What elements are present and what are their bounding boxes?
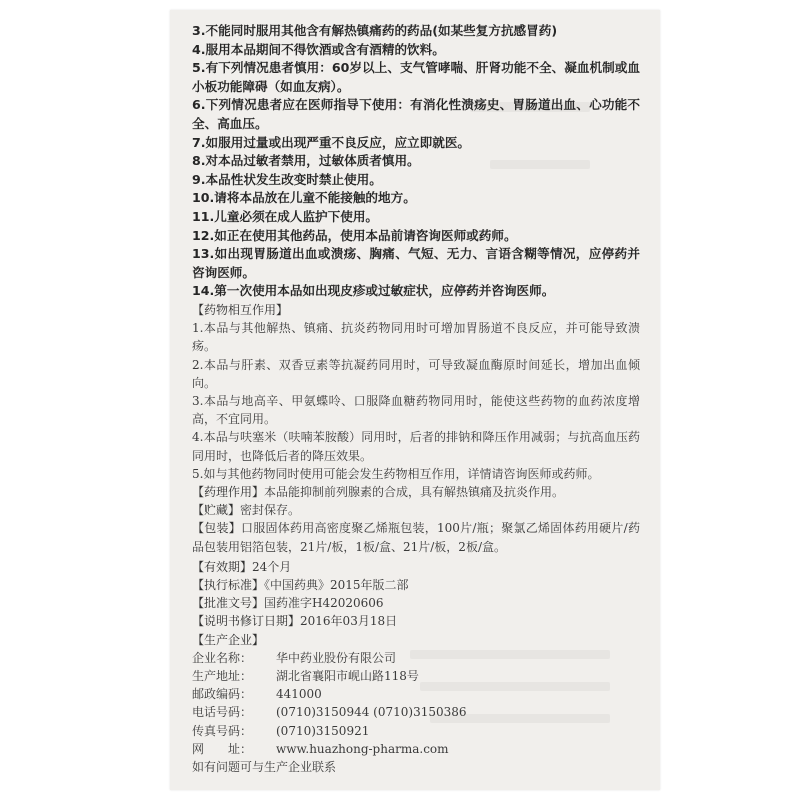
precaution-item: 11.儿童必须在成人监护下使用。 <box>192 208 379 224</box>
manufacturer-row-value: (0710)3150921 <box>276 723 370 738</box>
manufacturer-row-value: (0710)3150944 (0710)3150386 <box>276 705 467 720</box>
packaging-section <box>192 519 640 555</box>
interaction-item: 1.本品与其他解热、镇痛、抗炎药物同用时可增加胃肠道不良反应，并可能导致溃疡。 <box>192 321 640 354</box>
leaflet-content <box>192 22 640 776</box>
interaction-item: 5.如与其他药物同时使用可能会发生药物相互作用，详情请咨询医师或药师。 <box>192 466 600 481</box>
precaution-item: 13.如出现胃肠道出血或溃疡、胸痛、气短、无力、言语含糊等情况，应停药并咨询医师。 <box>192 246 640 280</box>
revision-section <box>192 612 640 630</box>
manufacturer-row <box>192 667 640 685</box>
validity-section <box>192 558 640 576</box>
precaution-item: 10.请将本品放在儿童不能接触的地方。 <box>192 190 416 206</box>
interactions-section <box>192 301 640 776</box>
manufacturer-row-label: 企业名称： <box>192 650 253 665</box>
approval-section <box>192 594 640 612</box>
interaction-item: 2.本品与肝素、双香豆素等抗凝药同用时，可导致凝血酶原时间延长，增加出血倾向。 <box>192 357 640 390</box>
precaution-item: 6.下列情况患者应在医师指导下使用：有消化性溃疡史、胃肠道出血、心功能不全、高血压。 <box>192 97 640 131</box>
approval-header: 【批准文号】 <box>192 596 265 611</box>
manufacturer-row-value: 华中药业股份有限公司 <box>276 650 397 665</box>
revision-text: 2016年03月18日 <box>300 614 398 629</box>
precaution-item: 4.服用本品期间不得饮酒或含有酒精的饮料。 <box>192 41 445 57</box>
interaction-item: 3.本品与地高辛、甲氨蝶呤、口服降血糖药物同用时，能使这些药物的血药浓度增高，不宜同用。 <box>192 393 640 427</box>
pharmacology-section <box>192 483 640 501</box>
precaution-item: 14.第一次使用本品如出现皮疹或过敏症状，应停药并咨询医师。 <box>192 283 555 299</box>
validity-header: 【有效期】 <box>192 559 253 574</box>
manufacturer-row <box>192 722 640 740</box>
precaution-item: 3.不能同时服用其他含有解热镇痛药的药品(如某些复方抗感冒药) <box>192 23 558 38</box>
approval-text: 国药准字H42020606 <box>264 596 384 611</box>
packaging-text: 口服固体药用高密度聚乙烯瓶包装，100片/瓶；聚氯乙烯固体药用硬片/药品包装用铝箔包装，21片/板，1板/盒、21片/板，2板/盒。 <box>192 521 640 554</box>
manufacturer-row-value: 湖北省襄阳市岘山路118号 <box>276 668 419 683</box>
precaution-item: 12.如正在使用其他药品，使用本品前请咨询医师或药师。 <box>192 227 517 243</box>
precaution-item: 5.有下列情况患者慎用：60岁以上、支气管哮喘、肝肾功能不全、凝血机制或血小板功能障碍（如血友病）。 <box>192 60 640 94</box>
manufacturer-row-label: 传真号码： <box>192 723 253 738</box>
manufacturer-row-label: 邮政编码： <box>192 687 253 702</box>
precautions-list <box>192 22 640 301</box>
manufacturer-website-row <box>192 740 640 758</box>
revision-header: 【说明书修订日期】 <box>192 614 301 629</box>
storage-section <box>192 501 640 519</box>
manufacturer-row <box>192 703 640 721</box>
pharmacology-text: 本品能抑制前列腺素的合成，具有解热镇痛及抗炎作用。 <box>264 484 565 499</box>
precaution-item: 8.对本品过敏者禁用，过敏体质者慎用。 <box>192 153 420 169</box>
manufacturer-info <box>192 649 640 776</box>
manufacturer-header: 【生产企业】 <box>192 632 265 647</box>
manufacturer-row-value: 441000 <box>276 687 322 702</box>
storage-text: 密封保存。 <box>240 503 301 518</box>
website-link[interactable]: www.huazhong-pharma.com <box>276 741 449 756</box>
interactions-header: 【药物相互作用】 <box>192 302 289 317</box>
leaflet-paper <box>170 10 660 790</box>
manufacturer-row-label: 电话号码： <box>192 705 253 720</box>
interaction-item: 4.本品与呋塞米（呋喃苯胺酸）同用时，后者的排钠和降压作用减弱；与抗高血压药同用时，也降低后者的降压效果。 <box>192 430 640 463</box>
packaging-header: 【包装】 <box>192 521 241 536</box>
contact-note: 如有问题可与生产企业联系 <box>192 759 337 774</box>
precaution-item: 9.本品性状发生改变时禁止使用。 <box>192 171 382 187</box>
standard-header: 【执行标准】 <box>192 577 265 592</box>
website-label: 网 址： <box>192 741 253 756</box>
standard-section <box>192 576 640 594</box>
manufacturer-row-label: 生产地址： <box>192 668 253 683</box>
validity-text: 24个月 <box>252 559 292 574</box>
precaution-item: 7.如服用过量或出现严重不良反应，应立即就医。 <box>192 134 471 150</box>
manufacturer-row <box>192 685 640 703</box>
manufacturer-row <box>192 649 640 667</box>
storage-header: 【贮藏】 <box>192 503 241 518</box>
standard-text: 《中国药典》2015年版二部 <box>264 577 409 592</box>
pharmacology-header: 【药理作用】 <box>192 484 265 499</box>
